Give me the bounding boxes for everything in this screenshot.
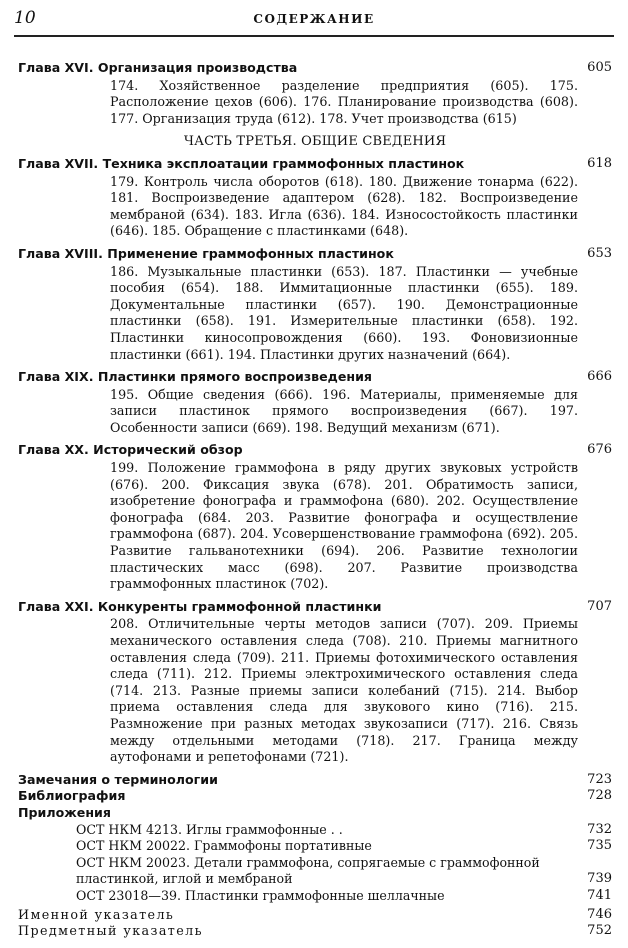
entry-title: Именной указатель bbox=[18, 906, 175, 922]
chapter-title: Глава XVIII. Применение граммофонных пластинок bbox=[18, 245, 394, 261]
appendix-title: ОСТ НКМ 4213. Иглы граммофонные . . bbox=[76, 821, 343, 837]
page-ref: 739 bbox=[587, 871, 612, 887]
chapter-sections: 195. Общие сведения (666). 196. Материалы, применяемые для записи пластинок прямого воспроизведения (667). 197. Особенности записи (669). 198. Ведущий механизм (671). bbox=[110, 386, 578, 435]
page-ref: 676 bbox=[587, 442, 612, 458]
page-ref: 741 bbox=[587, 887, 612, 903]
chapter-sections: 199. Положение граммофона в ряду других звуковых устройств (676). 200. Фиксация звука (678). 201. Обратимость записи, изобретение фонографа и граммофона (680). 202. Осуществление фонографа (684. 203. Развитие фонографа и осуществление граммофона (687). 204. Усовершенствование граммофона (692). 205. Развитие гальванотехники (694). 206. Развитие технологии пластических масс (698). 207. Развитие производства граммофонных пластинок (702). bbox=[110, 460, 578, 592]
chapter-title: Глава XX. Исторический обзор bbox=[18, 442, 243, 458]
chapter-sections: 208. Отличительные черты методов записи (707). 209. Приемы механического оставления следа (708). 210. Приемы магнитного оставления следа (709). 211. Приемы фотохимического оставления следа (711). 212. Приемы электрохимического оставления следа (714. 213. Разные приемы записи колебаний (715). 214. Выбор приема оставления следа для звукового кино (716). 215. Размножение при разных методах звукозаписи (717). 216. Связь между отдельными методами (718). 217. Граница между аутофонами и репетофонами (721). bbox=[110, 616, 578, 765]
toc-bibliography bbox=[18, 788, 612, 805]
running-title: СОДЕРЖАНИЕ bbox=[253, 12, 375, 26]
toc-name-index bbox=[18, 907, 612, 924]
toc-chapter-20 bbox=[18, 442, 612, 459]
page-ref: 723 bbox=[587, 771, 612, 787]
toc-appendices bbox=[18, 805, 612, 822]
page-header bbox=[14, 8, 614, 32]
appendix-item bbox=[18, 855, 612, 888]
header-rule bbox=[14, 35, 614, 37]
page-ref: 618 bbox=[587, 155, 612, 171]
page-ref: 605 bbox=[587, 60, 612, 75]
toc-subject-index bbox=[18, 923, 612, 940]
chapter-title: Глава XVI. Организация производства bbox=[18, 60, 298, 75]
page-ref: 728 bbox=[587, 788, 612, 804]
entry-title: Библиография bbox=[18, 788, 126, 804]
chapter-sections: 179. Контроль числа оборотов (618). 180. Движение тонарма (622). 181. Воспроизведение адаптером (628). 182. Воспроизведение мембраной (634). 183. Игла (636). 184. Износостойкость пластинки (646). 185. Обращение с пластинками (648). bbox=[110, 173, 578, 239]
appendix-title: ОСТ 23018—39. Пластинки граммофонные шеллачные bbox=[76, 887, 445, 903]
table-of-contents bbox=[18, 60, 612, 940]
chapter-title: Глава XVII. Техника эксплоатации граммофонных пластинок bbox=[18, 155, 465, 171]
page-ref: 653 bbox=[587, 245, 612, 261]
page-ref: 746 bbox=[587, 906, 612, 922]
chapter-title: Глава XXI. Конкуренты граммофонной пластинки bbox=[18, 598, 382, 614]
page-ref: 666 bbox=[587, 369, 612, 385]
appendix-item bbox=[18, 838, 612, 855]
toc-terminology-notes bbox=[18, 772, 612, 789]
appendix-title: ОСТ НКМ 20023. Детали граммофона, сопрягаемые с граммофонной пластинкой, иглой и мембраной bbox=[76, 854, 540, 887]
toc-chapter-18 bbox=[18, 246, 612, 263]
page-ref: 707 bbox=[587, 598, 612, 614]
page-ref: 752 bbox=[587, 923, 612, 939]
part-heading: ЧАСТЬ ТРЕТЬЯ. ОБЩИЕ СВЕДЕНИЯ bbox=[183, 134, 447, 150]
appendix-title: ОСТ НКМ 20022. Граммофоны портативные bbox=[76, 838, 372, 854]
page-ref: 735 bbox=[587, 838, 612, 854]
chapter-sections: 174. Хозяйственное разделение предприятия (605). 175. Расположение цехов (606). 176. Планирование производства (608). 177. Организация труда (612). 178. Учет производства (615) bbox=[110, 77, 578, 126]
entry-title: Замечания о терминологии bbox=[18, 771, 218, 787]
entry-title: Приложения bbox=[18, 804, 111, 820]
entry-title: Предметный указатель bbox=[18, 923, 203, 939]
page-ref: 732 bbox=[587, 821, 612, 837]
toc-chapter-19 bbox=[18, 369, 612, 386]
page-number: 10 bbox=[14, 8, 36, 28]
appendix-item bbox=[18, 822, 612, 839]
toc-chapter-17 bbox=[18, 156, 612, 173]
chapter-sections: 186. Музыкальные пластинки (653). 187. Пластинки — учебные пособия (654). 188. Иммитационные пластинки (655). 189. Документальные пластинки (657). 190. Демонстрационные пластинки (658). 191. Измерительные пластинки (658). 192. Пластинки киносопровождения (660). 193. Фоновизионные пластинки (661). 194. Пластинки других назначений (664). bbox=[110, 263, 578, 362]
chapter-title: Глава XIX. Пластинки прямого воспроизведения bbox=[18, 369, 372, 385]
toc-chapter-21 bbox=[18, 599, 612, 616]
toc-chapter-16 bbox=[18, 60, 612, 77]
appendix-item bbox=[18, 888, 612, 905]
